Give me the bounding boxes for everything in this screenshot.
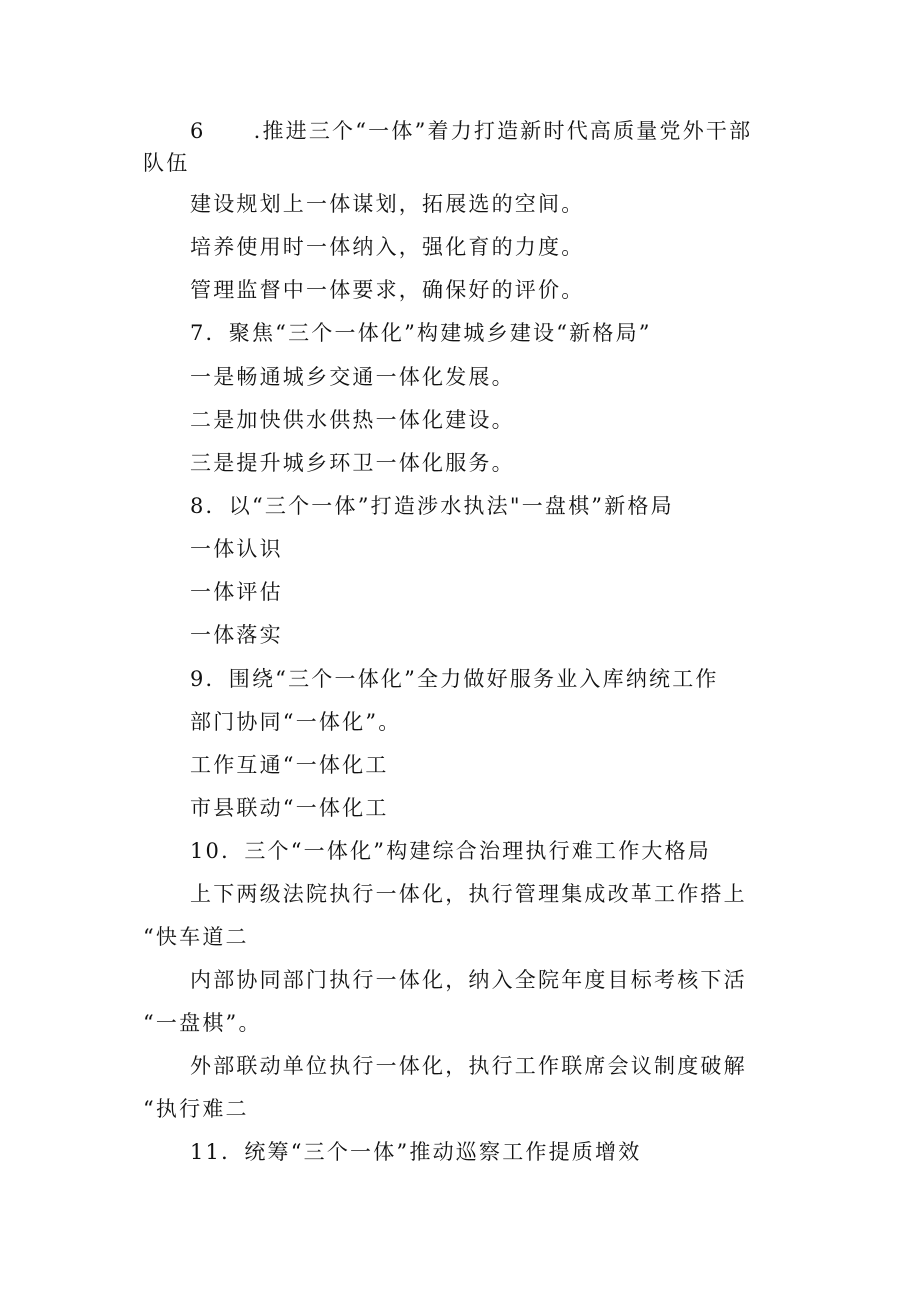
- paragraph-8-2: 一体评估: [190, 580, 283, 604]
- paragraph-7-1: 一是畅通城乡交通一体化发展。: [190, 365, 515, 389]
- paragraph-10-2: 内部协同部门执行一体化，纳入全院年度目标考核下活: [190, 968, 747, 992]
- heading-6-number: 6: [190, 119, 206, 143]
- paragraph-8-1: 一体认识: [190, 537, 283, 561]
- heading-6: [190, 118, 752, 144]
- heading-6-continuation: 队伍: [143, 151, 190, 175]
- paragraph-6-3: 管理监督中一体要求，确保好的评价。: [190, 278, 585, 302]
- paragraph-6-2: 培养使用时一体纳入，强化育的力度。: [190, 235, 585, 259]
- paragraph-10-2-continuation: “一盘棋”。: [143, 1011, 262, 1035]
- heading-10: 10．三个“一体化”构建综合治理执行难工作大格局: [190, 839, 711, 863]
- heading-8: 8．以“三个一体”打造涉水执法"一盘棋”新格局: [190, 494, 674, 518]
- paragraph-10-1: 上下两级法院执行一体化，执行管理集成改革工作搭上: [190, 882, 747, 906]
- paragraph-10-3-continuation: “执行难二: [143, 1097, 249, 1121]
- paragraph-10-3: 外部联动单位执行一体化，执行工作联席会议制度破解: [190, 1054, 747, 1078]
- heading-9: 9．围绕“三个一体化”全力做好服务业入库纳统工作: [190, 667, 719, 691]
- paragraph-10-1-continuation: “快车道二: [143, 925, 249, 949]
- paragraph-7-2: 二是加快供水供热一体化建设。: [190, 408, 515, 432]
- heading-11: 11．统筹“三个一体”推动巡察工作提质增效: [190, 1140, 642, 1164]
- paragraph-8-3: 一体落实: [190, 623, 283, 647]
- paragraph-9-1: 部门协同“一体化”。: [190, 710, 402, 734]
- paragraph-9-3: 市县联动“一体化工: [190, 796, 389, 820]
- paragraph-7-3: 三是提升城乡环卫一体化服务。: [190, 451, 515, 475]
- heading-7: 7．聚焦“三个一体化”构建城乡建设“新格局”: [190, 321, 652, 345]
- paragraph-9-2: 工作互通“一体化工: [190, 753, 389, 777]
- paragraph-6-1: 建设规划上一体谋划，拓展选的空间。: [190, 192, 585, 216]
- heading-6-title: .推进三个“一体”着力打造新时代高质量党外干部: [253, 119, 753, 143]
